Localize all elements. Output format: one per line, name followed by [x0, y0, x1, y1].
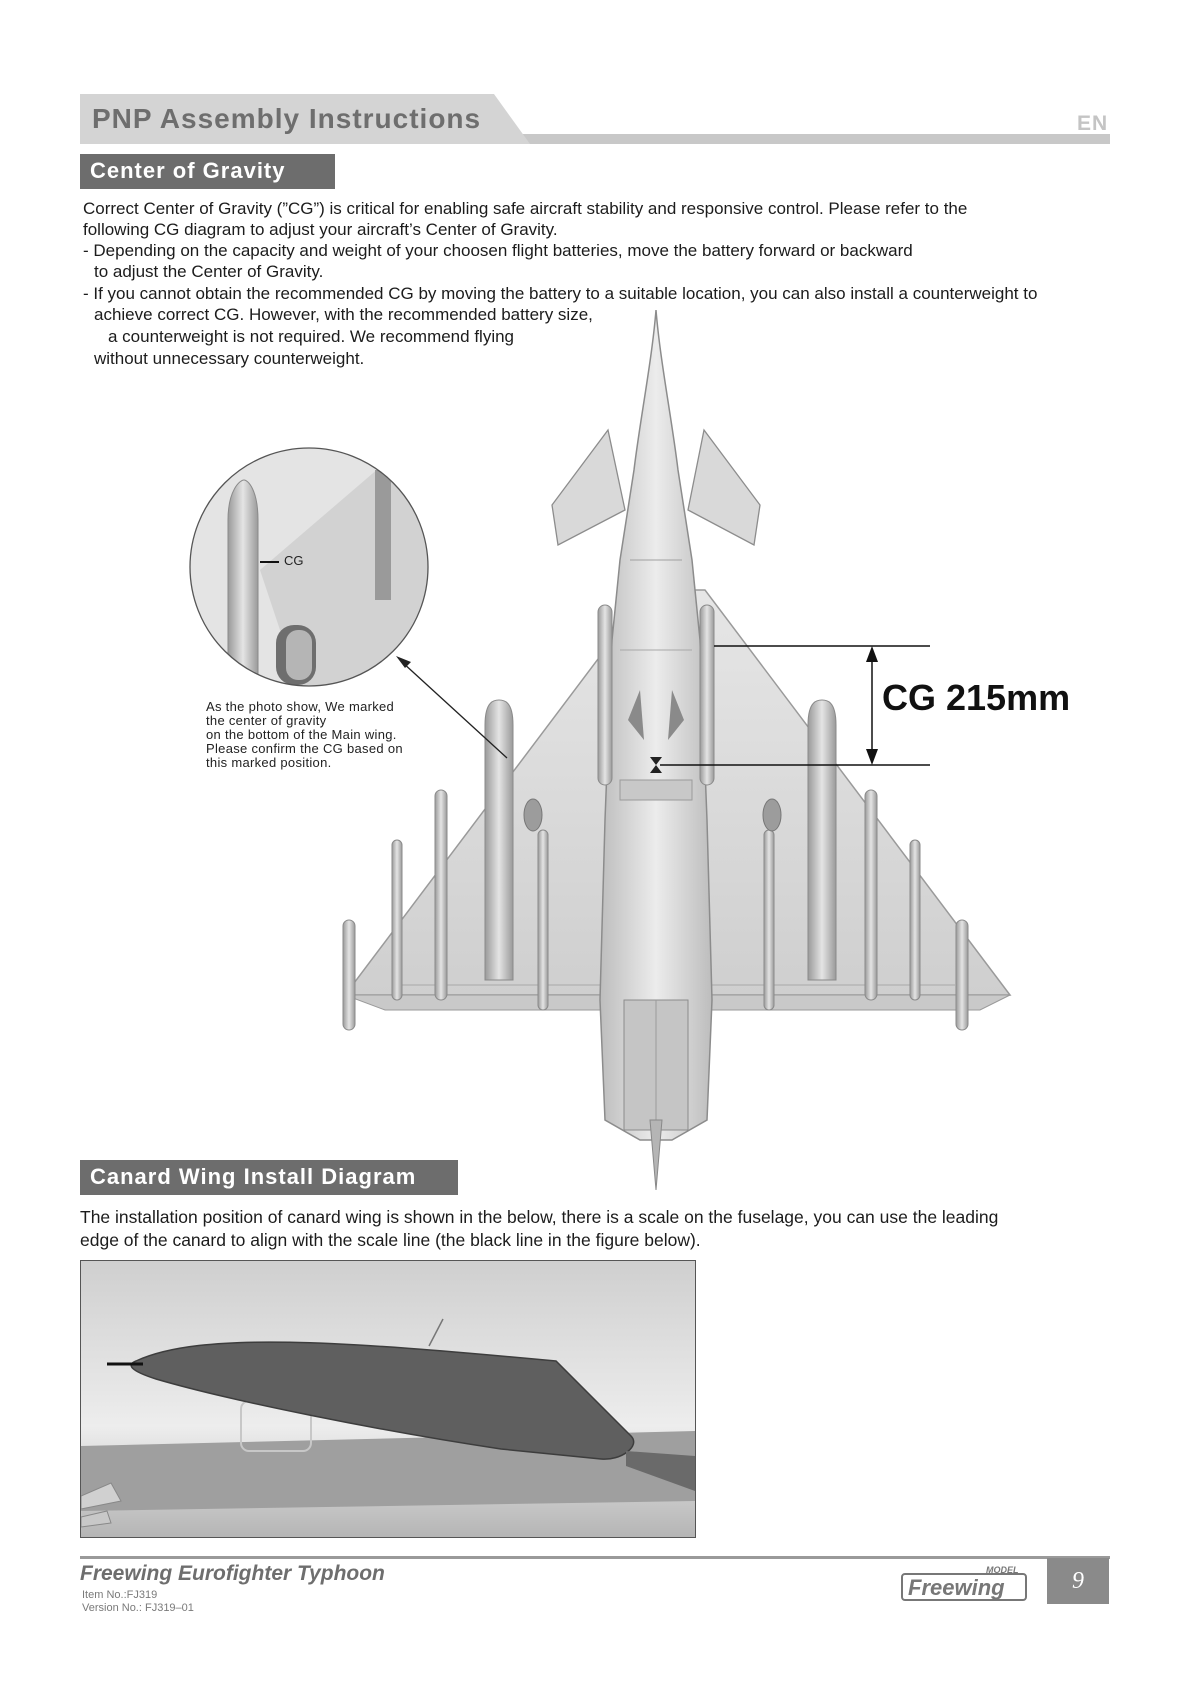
canard-install-photo — [80, 1260, 696, 1538]
zoom-caption: As the photo show, We marked the center of gravity on the bottom of the Main wing. Please confirm the CG based on this marked position. — [206, 699, 403, 770]
section-heading-center-of-gravity: Center of Gravity — [80, 154, 335, 189]
cg-measurement-label: CG 215mm — [882, 677, 1071, 718]
fuselage — [600, 310, 712, 1190]
canard-illustration — [81, 1261, 695, 1537]
cg-bullet-2-line-3: a counterweight is not required. We recommend flying — [108, 327, 514, 346]
language-badge: EN — [1077, 112, 1109, 135]
cg-bullet-1-line-1: - Depending on the capacity and weight of your choosen flight batteries, move the battery forward or backward — [83, 241, 913, 260]
zoom-detail-circle — [190, 448, 430, 690]
cg-bullet-2-line-2: achieve correct CG. However, with the recommended battery size, — [94, 305, 593, 324]
footer-divider — [80, 1556, 1110, 1559]
freewing-logo — [900, 1562, 1036, 1602]
cg-bullet-1-line-2: to adjust the Center of Gravity. — [94, 262, 324, 281]
section-heading-canard-wing: Canard Wing Install Diagram — [80, 1160, 458, 1195]
canard-text-line-1: The installation position of canard wing is shown in the below, there is a scale on the fuselage, you can use the leading — [80, 1207, 999, 1227]
canard-text-line-2: edge of the canard to align with the scale line (the black line in the figure below). — [80, 1230, 701, 1250]
cg-intro-line-2: following CG diagram to adjust your aircraft’s Center of Gravity. — [83, 220, 558, 239]
cg-bullet-2-line-4: without unnecessary counterweight. — [94, 349, 365, 368]
footer-version-number: Version No.: FJ319–01 — [82, 1602, 194, 1614]
logo-wordmark: Freewing — [908, 1575, 1005, 1600]
zoom-cg-label: CG — [284, 553, 304, 568]
logo-subtitle: MODEL — [986, 1565, 1019, 1575]
cg-intro-line-1: Correct Center of Gravity (”CG”) is critical for enabling safe aircraft stability and responsive control. Please refer to the — [83, 199, 968, 218]
page-number: 9 — [1047, 1558, 1109, 1604]
footer-product-title: Freewing Eurofighter Typhoon — [80, 1562, 385, 1585]
page-title: PNP Assembly Instructions — [92, 103, 482, 134]
footer-item-number: Item No.:FJ319 — [82, 1589, 158, 1601]
cg-bullet-2-line-1: - If you cannot obtain the recommended CG by moving the battery to a suitable location, you can also install a counterweight to — [83, 284, 1038, 303]
